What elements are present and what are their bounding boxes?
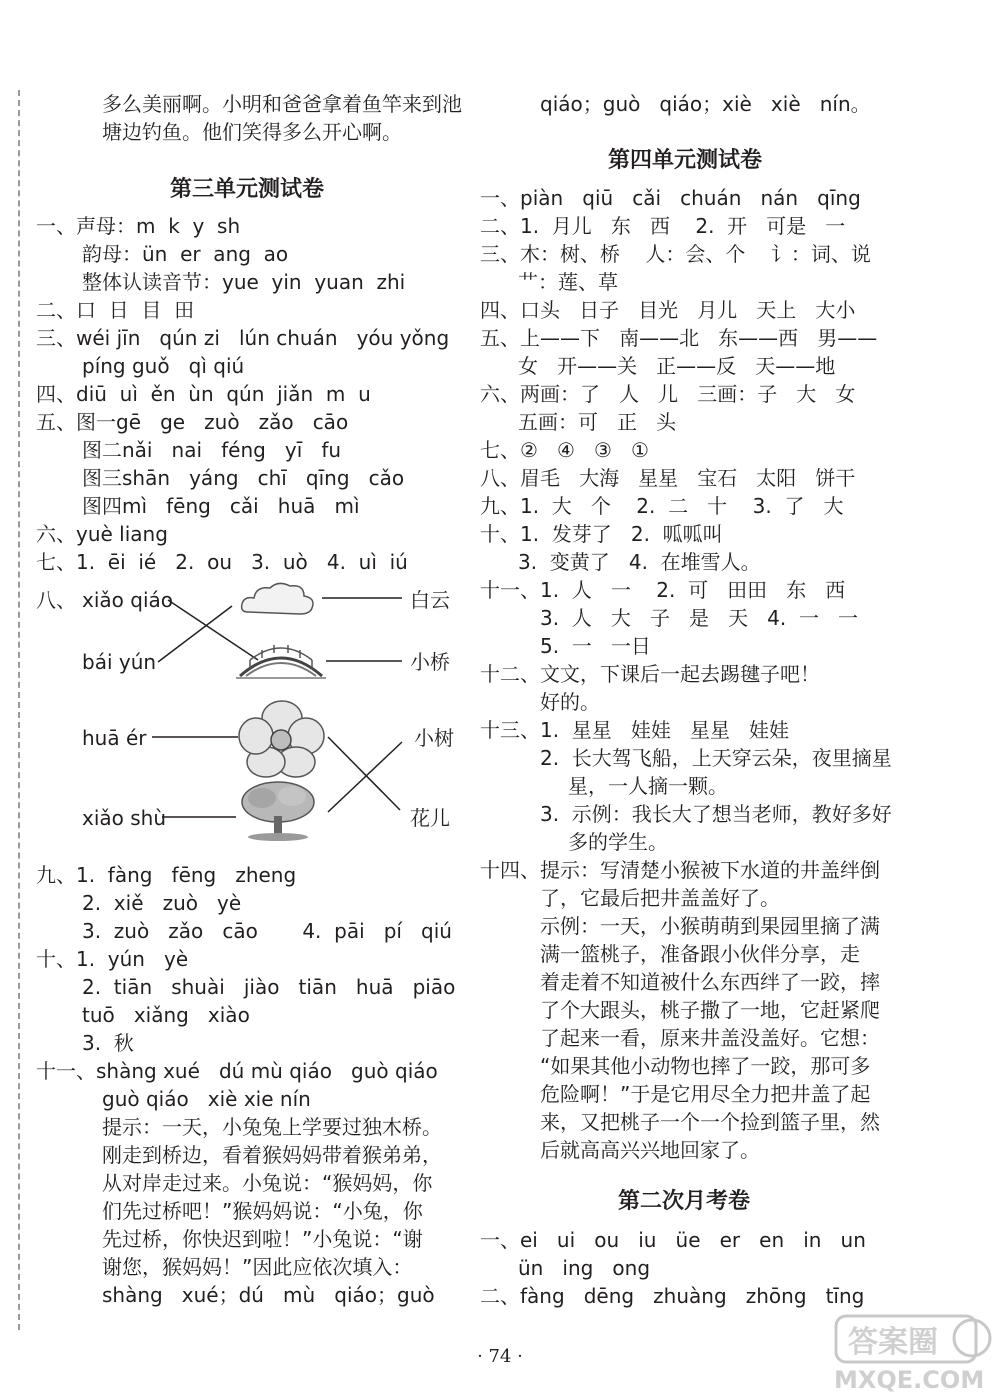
answer-line: 2. xiě zuò yè (82, 891, 242, 915)
answer-line: 六、yuè liang (36, 522, 168, 546)
match-line (328, 737, 400, 810)
answer-line: 十一、1. 人 一 2. 可 田田 东 西 (480, 578, 846, 602)
answer-line: 好的。 (540, 690, 600, 714)
match-word-right: 小树 (414, 726, 454, 750)
bridge-picture (236, 638, 326, 684)
answer-line: 六、两画：了 人 儿 三画：子 大 女 (480, 382, 856, 406)
answer-line: “如果其他小动物也摔了一跤，那可多 (540, 1054, 871, 1078)
answer-line: 危险啊！”于是它用尽全力把井盖了起 (540, 1082, 871, 1106)
page-number: · 74 · (477, 1346, 523, 1367)
answer-line: 十、1. 发芽了 2. 呱呱叫 (480, 522, 723, 546)
match-word-right: 花儿 (410, 806, 450, 830)
answer-line: 们先过桥吧！”猴妈妈说：“小兔，你 (102, 1199, 423, 1223)
answer-line: 着走着不知道被什么东西绊了一跤，摔 (540, 970, 880, 994)
answer-line: 谢您，猴妈妈！”因此应依次填入： (102, 1255, 413, 1279)
answer-line: 刚走到桥边，看着猴妈妈带着猴弟弟， (102, 1143, 442, 1167)
answer-line: guò qiáo xiè xie nín (102, 1087, 311, 1111)
match-word-right: 白云 (410, 588, 450, 612)
answer-line: tuō xiǎng xiào (82, 1003, 250, 1027)
answer-line: 十、1. yún yè (36, 947, 189, 971)
answer-line: 五、上——下 南——北 东——西 男—— (480, 326, 878, 350)
answer-line: 十二、文文，下课后一起去踢毽子吧！ (480, 662, 820, 686)
match-word-left: huā ér (82, 726, 147, 750)
watermark-bottom-text: MXQE.COM (834, 1366, 985, 1394)
cloud-picture (238, 578, 318, 622)
match-word-left: xiǎo shù (82, 806, 167, 830)
answer-line: 八、眉毛 大海 星星 宝石 太阳 饼干 (480, 466, 856, 490)
answer-line: 七、1. ēi ié 2. ou 3. uò 4. uì iú (36, 550, 408, 574)
answer-line: 星，一人摘一颗。 (568, 774, 728, 798)
answer-line: 3. 秋 (82, 1031, 134, 1055)
left-intro-line-1: 多么美丽啊。小明和爸爸拿着鱼竿来到池 (102, 92, 462, 116)
answer-line: 2. tiān shuài jiào tiān huā piāo (82, 975, 456, 999)
match-word-right: 小桥 (410, 650, 450, 674)
answer-line: 艹：莲、草 (518, 270, 618, 294)
answer-line: 四、diū uì ěn ùn qún jiǎn m u (36, 382, 371, 406)
answer-line: 十一、shàng xué dú mù qiáo guò qiáo (36, 1059, 438, 1083)
answer-line: 图四mì fēng cǎi huā mì (82, 494, 360, 518)
answer-line: 了个大跟头，桃子撒了一地，它赶紧爬 (540, 998, 880, 1022)
answer-line: 一、piàn qiū cǎi chuán nán qīng (480, 186, 861, 210)
answer-line: 后就高高兴兴地回家了。 (540, 1138, 760, 1162)
answer-line: 3. 变黄了 4. 在堆雪人。 (518, 550, 761, 574)
answer-line: 二、口 日 目 田 (36, 298, 195, 322)
answer-line: 了起来一看，原来井盖没盖好。它想： (540, 1026, 880, 1050)
answer-line: 韵母：ün er ang ao (82, 242, 289, 266)
answer-line: 五、图一gē ge zuò zǎo cāo (36, 410, 349, 434)
answer-line: 二、1. 月儿 东 西 2. 开 可是 一 (480, 214, 846, 238)
match-word-left: xiǎo qiáo (82, 588, 173, 612)
answer-line: 三、wéi jīn qún zi lún chuán yóu yǒng (36, 326, 450, 350)
answer-line: 一、声母：m k y sh (36, 214, 241, 238)
answer-line: 3. 人 大 子 是 天 4. 一 一 (540, 606, 859, 630)
answer-line: 十四、提示：写清楚小猴被下水道的井盖绊倒 (480, 858, 880, 882)
flower-picture (238, 700, 326, 778)
watermark-logo (822, 1310, 997, 1395)
answer-line: 七、② ④ ③ ① (480, 438, 649, 462)
answer-line: 九、1. 大 个 2. 二 十 3. 了 大 (480, 494, 844, 518)
answer-line: 整体认读音节：yue yin yuan zhi (82, 270, 406, 294)
match-lead: 八、 (36, 588, 76, 612)
right-intro-line: qiáo；guò qiáo；xiè xiè nín。 (540, 92, 871, 116)
left-intro-line-2: 塘边钓鱼。他们笑得多么开心啊。 (102, 120, 402, 144)
answer-line: 示例：一天，小猴萌萌到果园里摘了满 (540, 914, 880, 938)
answer-line: 从对岸走过来。小兔说：“猴妈妈，你 (102, 1171, 433, 1195)
answer-line: ün ing ong (518, 1256, 651, 1280)
answer-line: 3. zuò zǎo cāo 4. pāi pí qiú (82, 919, 452, 943)
answer-line: 3. 示例：我长大了想当老师，教好多好 (540, 802, 892, 826)
answer-line: 一、ei ui ou iu üe er en in un (480, 1228, 866, 1252)
answer-line: 多的学生。 (568, 830, 668, 854)
answer-line: 提示：一天，小兔兔上学要过独木桥。 (102, 1115, 442, 1139)
match-word-left: bái yún (82, 650, 157, 674)
answer-line: 女 开——关 正——反 天——地 (518, 354, 836, 378)
answer-line: 了，它最后把井盖盖好了。 (540, 886, 780, 910)
answer-line: 满一篮桃子，准备跟小伙伴分享，走 (540, 942, 860, 966)
unit-four-title: 第四单元测试卷 (608, 148, 763, 173)
answer-line: 图二nǎi nai féng yī fu (82, 438, 342, 462)
answer-line: 四、口头 日子 目光 月儿 天上 大小 (480, 298, 856, 322)
second-monthly-exam-title: 第二次月考卷 (618, 1189, 751, 1214)
unit-three-title: 第三单元测试卷 (170, 177, 325, 202)
answer-line: 九、1. fàng fēng zheng (36, 863, 297, 887)
answer-line: 5. 一 一日 (540, 634, 651, 658)
watermark-top-text: 答案圈 (848, 1325, 938, 1360)
answer-line: 先过桥，你快迟到啦！”小兔说：“谢 (102, 1227, 423, 1251)
answer-line: 二、fàng dēng zhuàng zhōng tīng (480, 1284, 865, 1308)
answer-line: 来，又把桃子一个一个捡到篮子里，然 (540, 1110, 880, 1134)
match-line (158, 606, 232, 662)
tree-picture (232, 778, 324, 842)
answer-line: 图三shān yáng chī qīng cǎo (82, 466, 405, 490)
answer-line: 2. 长大驾飞船，上天穿云朵，夜里摘星 (540, 746, 892, 770)
answer-line: 五画：可 正 头 (518, 410, 677, 434)
answer-line: 十三、1. 星星 娃娃 星星 娃娃 (480, 718, 790, 742)
answer-line: píng guǒ qì qiú (82, 354, 245, 378)
answer-line: shàng xué；dú mù qiáo；guò (102, 1283, 435, 1307)
answer-line: 三、木：树、桥 人：会、个 讠：词、说 (480, 242, 871, 266)
